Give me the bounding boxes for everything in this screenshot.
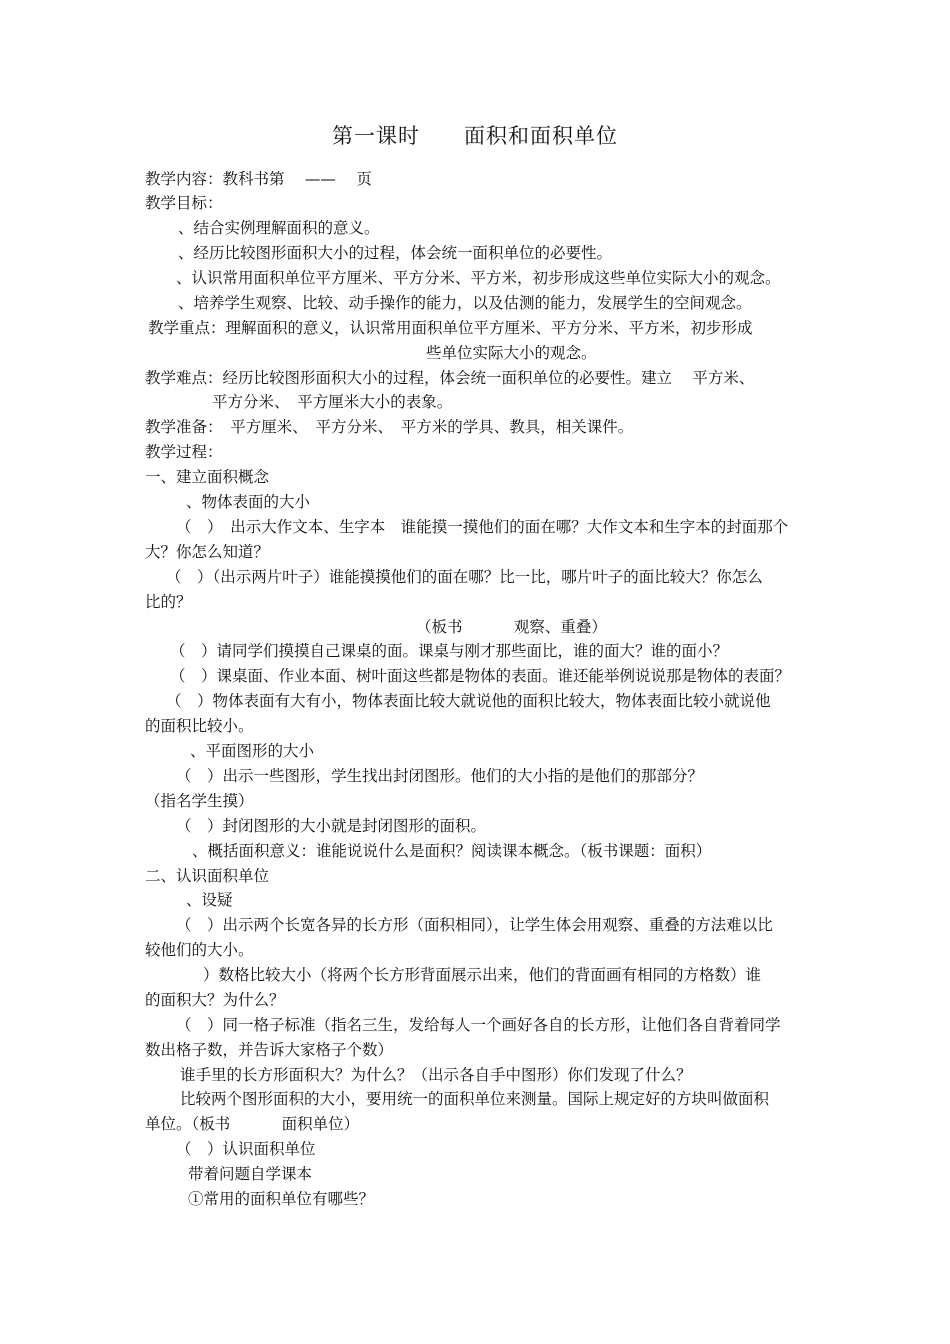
text-line: 、经历比较图形面积大小的过程，体会统一面积单位的必要性。 [178, 244, 613, 262]
text-line: 教学难点：经历比较图形面积大小的过程，体会统一面积单位的必要性。建立 平方米、 [145, 369, 755, 387]
text-line: 教学目标： [145, 194, 223, 212]
text-line: 、物体表面的大小 [186, 493, 311, 511]
text-line: （板书 观察、重叠） [416, 618, 607, 636]
text-line: ）数格比较大小（将两个长方形背面展示出来，他们的背面画有相同的方格数）谁 [203, 966, 762, 984]
text-line: （ ）认识面积单位 [176, 1140, 316, 1158]
text-line: 些单位实际大小的观念。 [426, 344, 597, 362]
text-line: 比的？ [145, 593, 192, 611]
section-heading: 二、认识面积单位 [145, 867, 270, 885]
text-line: （ ）请同学们摸摸自己课桌的面。课桌与刚才那些面比，谁的面大？谁的面小？ [170, 642, 729, 660]
text-line: （ ）同一格子标准（指名三生，发给每人一个画好各自的长方形，让他们各自背着同学 [176, 1016, 781, 1034]
text-line: 教学重点：理解面积的意义，认识常用面积单位平方厘米、平方分米、平方米，初步形成 [148, 319, 753, 337]
text-line: （ ）（出示两片叶子）谁能摸摸他们的面在哪？比一比，哪片叶子的面比较大？你怎么 [166, 568, 763, 586]
text-line: （ ）出示一些图形，学生找出封闭图形。他们的大小指的是他们的那部分？ [176, 767, 704, 785]
text-line: 、认识常用面积单位平方厘米、平方分米、平方米，初步形成这些单位实际大小的观念。 [176, 269, 781, 287]
text-line: （ ） 出示大作文本、生字本 谁能摸一摸他们的面在哪？大作文本和生字本的封面那个 [176, 518, 789, 536]
text-line: （指名学生摸） [145, 792, 254, 810]
text-line: 教学内容：教科书第 —— 页 [145, 170, 372, 188]
text-line: 数出格子数，并告诉大家格子个数） [145, 1041, 394, 1059]
text-line: 、培养学生观察、比较、动手操作的能力，以及估测的能力，发展学生的空间观念。 [178, 294, 752, 312]
text-line: ①常用的面积单位有哪些？ [188, 1190, 375, 1208]
text-line: 的面积大？为什么？ [145, 991, 285, 1009]
text-line: 带着问题自学课本 [188, 1165, 313, 1183]
text-line: 教学过程： [145, 443, 223, 461]
text-line: （ ）封闭图形的大小就是封闭图形的面积。 [176, 817, 487, 835]
text-line: 单位。（板书 面积单位） [145, 1115, 360, 1133]
text-line: 、设疑 [186, 891, 233, 909]
text-line: 的面积比较小。 [145, 717, 254, 735]
page-title: 第一课时 面积和面积单位 [332, 124, 618, 148]
text-line: （ ）物体表面有大有小，物体表面比较大就说他的面积比较大，物体表面比较小就说他 [166, 692, 771, 710]
text-line: 教学准备： 平方厘米、 平方分米、 平方米的学具、教具，相关课件。 [145, 418, 634, 436]
text-line: 、概括面积意义：谁能说说什么是面积？阅读课本概念。（板书课题：面积） [192, 842, 712, 860]
text-line: 大？你怎么知道？ [145, 543, 270, 561]
text-line: 、平面图形的大小 [190, 742, 315, 760]
text-line: 比较两个图形面积的大小，要用统一的面积单位来测量。国际上规定好的方块叫做面积 [180, 1090, 770, 1108]
section-heading: 一、建立面积概念 [145, 468, 270, 486]
text-line: 较他们的大小。 [145, 941, 254, 959]
text-line: 平方分米、 平方厘米大小的表象。 [212, 393, 453, 411]
text-line: 谁手里的长方形面积大？为什么？（出示各自手中图形）你们发现了什么？ [180, 1066, 692, 1084]
text-line: （ ）课桌面、作业本面、树叶面这些都是物体的表面。谁还能举例说说那是物体的表面？ [170, 667, 791, 685]
text-line: 、结合实例理解面积的意义。 [178, 219, 380, 237]
text-line: （ ）出示两个长宽各异的长方形（面积相同），让学生体会用观察、重叠的方法难以比 [176, 916, 773, 934]
